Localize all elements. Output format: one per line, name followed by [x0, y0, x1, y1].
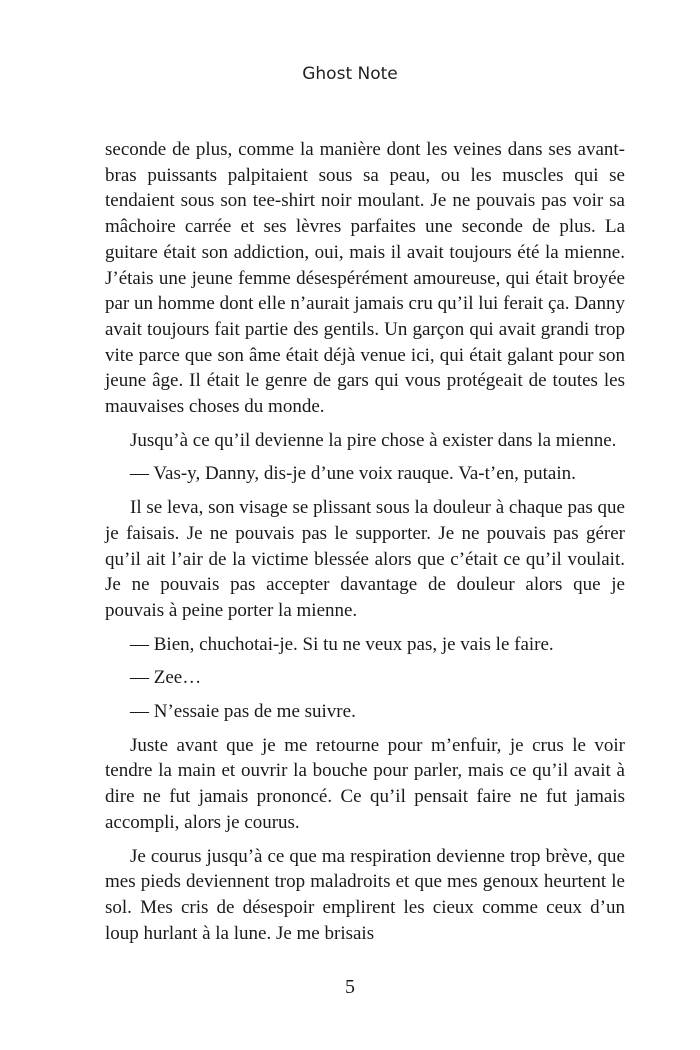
- paragraph-continuation: seconde de plus, comme la manière dont les veines dans ses avant-bras puissants palpitaient sous sa peau, ou les muscles qui se tendaient sous son tee-shirt noir moulant. Je ne pouvais pas voir sa mâchoire carrée et ses lèvres parfaites une seconde de plus. La guitare était son addiction, oui, mais il avait toujours été la mienne. J’étais une jeune femme désespérément amoureuse, qui était broyée par un homme dont elle n’aurait jamais cru qu’il lui ferait ça. Danny avait toujours fait partie des gentils. Un garçon qui avait grandi trop vite parce que son âme était déjà venue ici, qui était galant pour son jeune âge. Il était le genre de gars qui vous protégeait de toutes les mauvaises choses du monde.: [105, 139, 625, 418]
- body-text: [105, 137, 625, 946]
- dialogue-paragraph: — Bien, chuchotai-je. Si tu ne veux pas, je vais le faire.: [130, 633, 554, 655]
- dialogue-paragraph: — Vas-y, Danny, dis-je d’une voix rauque. Va-t’en, putain.: [130, 463, 576, 485]
- running-head-title: Ghost Note: [302, 64, 398, 84]
- paragraph: Jusqu’à ce qu’il devienne la pire chose à exister dans la mienne.: [130, 429, 617, 451]
- dialogue-paragraph: — N’essaie pas de me suivre.: [130, 701, 356, 723]
- page-number: 5: [345, 976, 355, 998]
- paragraph: Je courus jusqu’à ce que ma respiration devienne trop brève, que mes pieds deviennent trop maladroits et que mes genoux heurtent le sol. Mes cris de désespoir emplirent les cieux comme ceux d’un loup hurlant à la lune. Je me brisais: [105, 845, 625, 944]
- dialogue-paragraph: — Zee…: [130, 667, 202, 689]
- paragraph: Juste avant que je me retourne pour m’enfuir, je crus le voir tendre la main et ouvrir la bouche pour parler, mais ce qu’il avait à dire ne fut jamais prononcé. Ce qu’il pensait faire ne fut jamais accompli, alors je courus.: [105, 734, 625, 833]
- paragraph: Il se leva, son visage se plissant sous la douleur à chaque pas que je faisais. Je ne pouvais pas le supporter. Je ne pouvais pas gérer qu’il ait l’air de la victime blessée alors que c’était ce qu’il voulait. Je ne pouvais pas accepter davantage de douleur alors que je pouvais à peine porter la mienne.: [105, 497, 625, 621]
